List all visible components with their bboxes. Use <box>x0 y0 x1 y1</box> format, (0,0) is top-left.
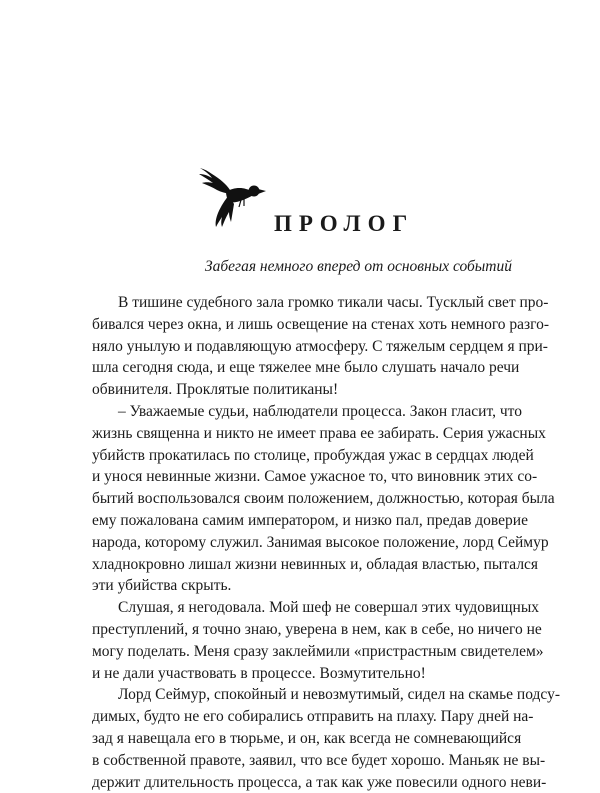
text-line: эти убийства скрыть. <box>92 577 232 595</box>
text-line: Лорд Сеймур, спокойный и невозмутимый, сидел на скамье подсу- <box>118 686 560 704</box>
chapter-title: ПРОЛОГ <box>274 211 415 236</box>
raven-icon <box>196 160 268 228</box>
text-line: шла сегодня сюда, и еще тяжелее мне было слушать начало речи <box>92 359 520 377</box>
text-line: жизнь священна и никто не имеет права ее забирать. Серия ужасных <box>92 424 546 442</box>
text-line: ему пожалована самим императором, и низко пал, предав доверие <box>92 511 528 529</box>
text-line: держит длительность процесса, а так как уже повесили одного неви- <box>92 773 547 791</box>
text-line: могу поделать. Меня сразу заклеймили «пристрастным свидетелем» <box>92 642 544 660</box>
text-line: в собственной правоте, заявил, что все будет хорошо. Маньяк не вы- <box>92 751 546 769</box>
text-line: и унося невинные жизни. Самое ужасное то, что виновник этих со- <box>92 468 538 486</box>
text-line: – Уважаемые судьи, наблюдатели процесса. Закон гласит, что <box>118 402 522 420</box>
text-line: хладнокровно лишал жизни невинных и, обладая властью, пытался <box>92 555 539 573</box>
text-line: зад я навещала его в тюрьме, и он, как всегда не сомневающийся <box>92 729 522 747</box>
text-line: и не дали участвовать в процессе. Возмутительно! <box>92 664 426 682</box>
text-line: преступлений, я точно знаю, уверена в нем, как в себе, но ничего не <box>92 620 542 638</box>
text-line: убийств прокатилась по столице, пробуждая ужас в сердцах людей <box>92 446 534 464</box>
text-line: няло унылую и подавляющую атмосферу. С тяжелым сердцем я при- <box>92 337 548 355</box>
text-line: бытий воспользовался своим положением, должностью, которая была <box>92 490 555 508</box>
text-line: В тишине судебного зала громко тикали часы. Тусклый свет про- <box>118 294 549 311</box>
text-line: народа, которому служил. Занимая высокое положение, лорд Сеймур <box>92 533 549 551</box>
text-line: Слушая, я негодовала. Мой шеф не совершал этих чудовищных <box>118 599 539 617</box>
text-line: димых, будто не его собирались отправить на плаху. Пару дней на- <box>92 708 534 726</box>
epigraph: Забегая немного вперед от основных событий <box>204 258 512 275</box>
body-text <box>92 292 560 793</box>
text-line: бивался через окна, и лишь освещение на стенах хоть немного разго- <box>92 315 550 333</box>
text-line: обвинителя. Проклятые политиканы! <box>92 381 339 399</box>
